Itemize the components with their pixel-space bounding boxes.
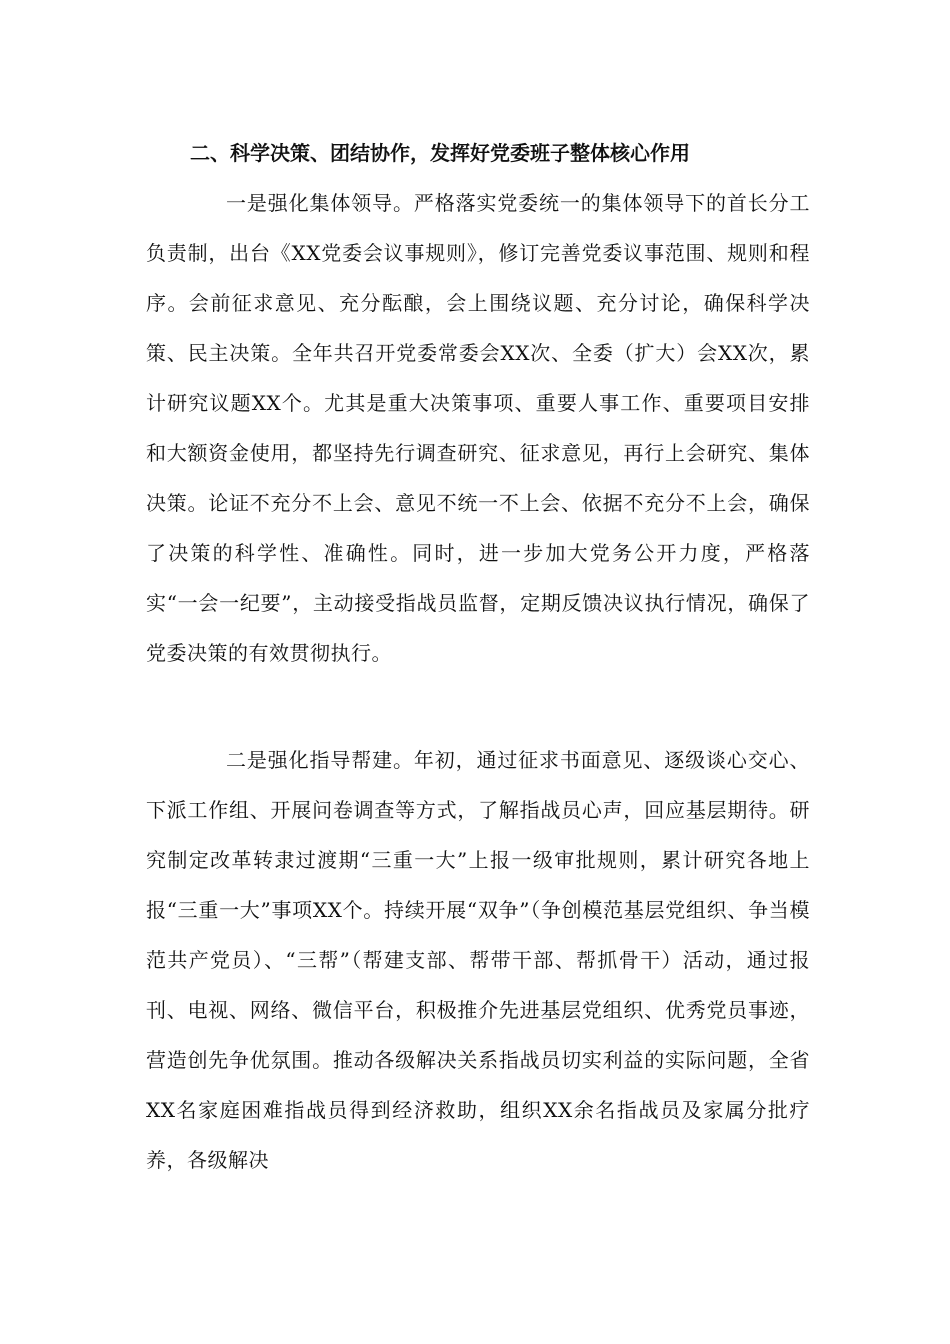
paragraph-collective-leadership: 一是强化集体领导。严格落实党委统一的集体领导下的首长分工负责制，出台《XX党委会议事规则》，修订完善党委议事范围、规则和程序。会前征求意见、充分酝酿，会上围绕议题、充分讨论，确保科学决策、民主决策。全年共召开党委常委会XX次、全委（扩大）会XX次，累计研究议题XX个。尤其是重大决策事项、重要人事工作、重要项目安排和大额资金使用，都坚持先行调查研究、征求意见，再行上会研究、集体决策。论证不充分不上会、意见不统一不上会、依据不充分不上会，确保了决策的科学性、准确性。同时，进一步加大党务公开力度，严格落实“一会一纪要”，主动接受指战员监督，定期反馈决议执行情况，确保了党委决策的有效贯彻执行。 xyxy=(146,191,810,665)
paragraph-guidance-assistance: 二是强化指导帮建。年初，通过征求书面意见、逐级谈心交心、下派工作组、开展问卷调查等方式，了解指战员心声，回应基层期待。研究制定改革转隶过渡期“三重一大”上报一级审批规则，累计研究各地上报“三重一大”事项XX个。持续开展“双争”（争创模范基层党组织、争当模范共产党员）、“三帮”（帮建支部、帮带干部、帮抓骨干）活动，通过报刊、电视、网络、微信平台，积极推介先进基层党组织、优秀党员事迹，营造创先争优氛围。推动各级解决关系指战员切实利益的实际问题，全省XX名家庭困难指战员得到经济救助，组织XX余名指战员及家属分批疗养，各级解决 xyxy=(146,748,810,1172)
section-heading: 二、科学决策、团结协作，发挥好党委班子整体核心作用 xyxy=(190,141,690,165)
